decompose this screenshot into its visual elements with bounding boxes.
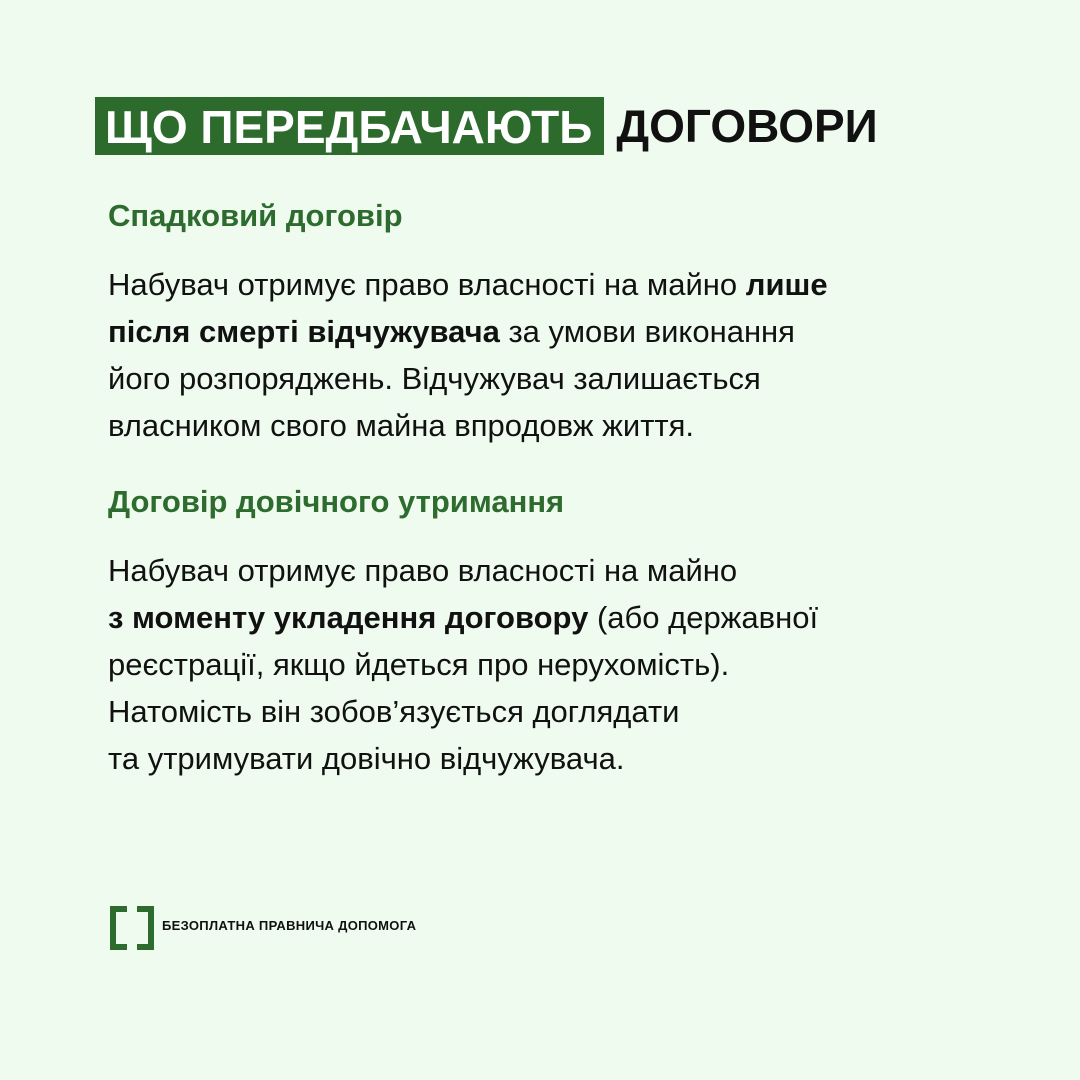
text-run: Набувач отримує право власності на майно [108, 267, 746, 302]
paragraph-line [108, 641, 988, 688]
left-bracket-icon [110, 906, 127, 950]
section-body-lifetime-maintenance-contract [108, 547, 988, 782]
page-title [95, 96, 878, 156]
text-run: Набувач отримує право власності на майно [108, 553, 738, 588]
paragraph-line [108, 688, 988, 735]
bold-text-run: після смерті відчужувача [108, 314, 500, 349]
bold-text-run: з моменту укладення договору [108, 600, 589, 635]
right-bracket-icon [137, 906, 154, 950]
text-run: його розпоряджень. Відчужувач залишається [108, 361, 761, 396]
section-heading-inheritance-contract: Спадковий договір [108, 198, 403, 233]
page-title-rest: ДОГОВОРИ [616, 100, 878, 152]
text-run: власником свого майна впродовж життя. [108, 408, 694, 443]
paragraph-line [108, 308, 988, 355]
text-run: Натомість він зобов’язується доглядати [108, 694, 680, 729]
section-heading-lifetime-maintenance-contract: Договір довічного утримання [108, 484, 565, 519]
section-body-inheritance-contract [108, 261, 988, 449]
bold-text-run: лише [745, 267, 828, 302]
text-run: реєстрації, якщо йдеться про нерухомість). [108, 647, 730, 682]
paragraph-line [108, 402, 988, 449]
paragraph-line [108, 594, 988, 641]
paragraph-line [108, 355, 988, 402]
paragraph-line [108, 735, 988, 782]
paragraph-line [108, 547, 988, 594]
text-run: за умови виконання [499, 314, 795, 349]
footer-branding [110, 906, 416, 944]
organization-name: БЕЗОПЛАТНА ПРАВНИЧА ДОПОМОГА [162, 917, 417, 933]
paragraph-line [108, 261, 988, 308]
text-run: та утримувати довічно відчужувача. [108, 741, 625, 776]
text-run: (або державної [588, 600, 819, 635]
bracket-logo-icon [110, 906, 154, 944]
page-title-highlight: ЩО ПЕРЕДБАЧАЮТЬ [95, 97, 604, 155]
